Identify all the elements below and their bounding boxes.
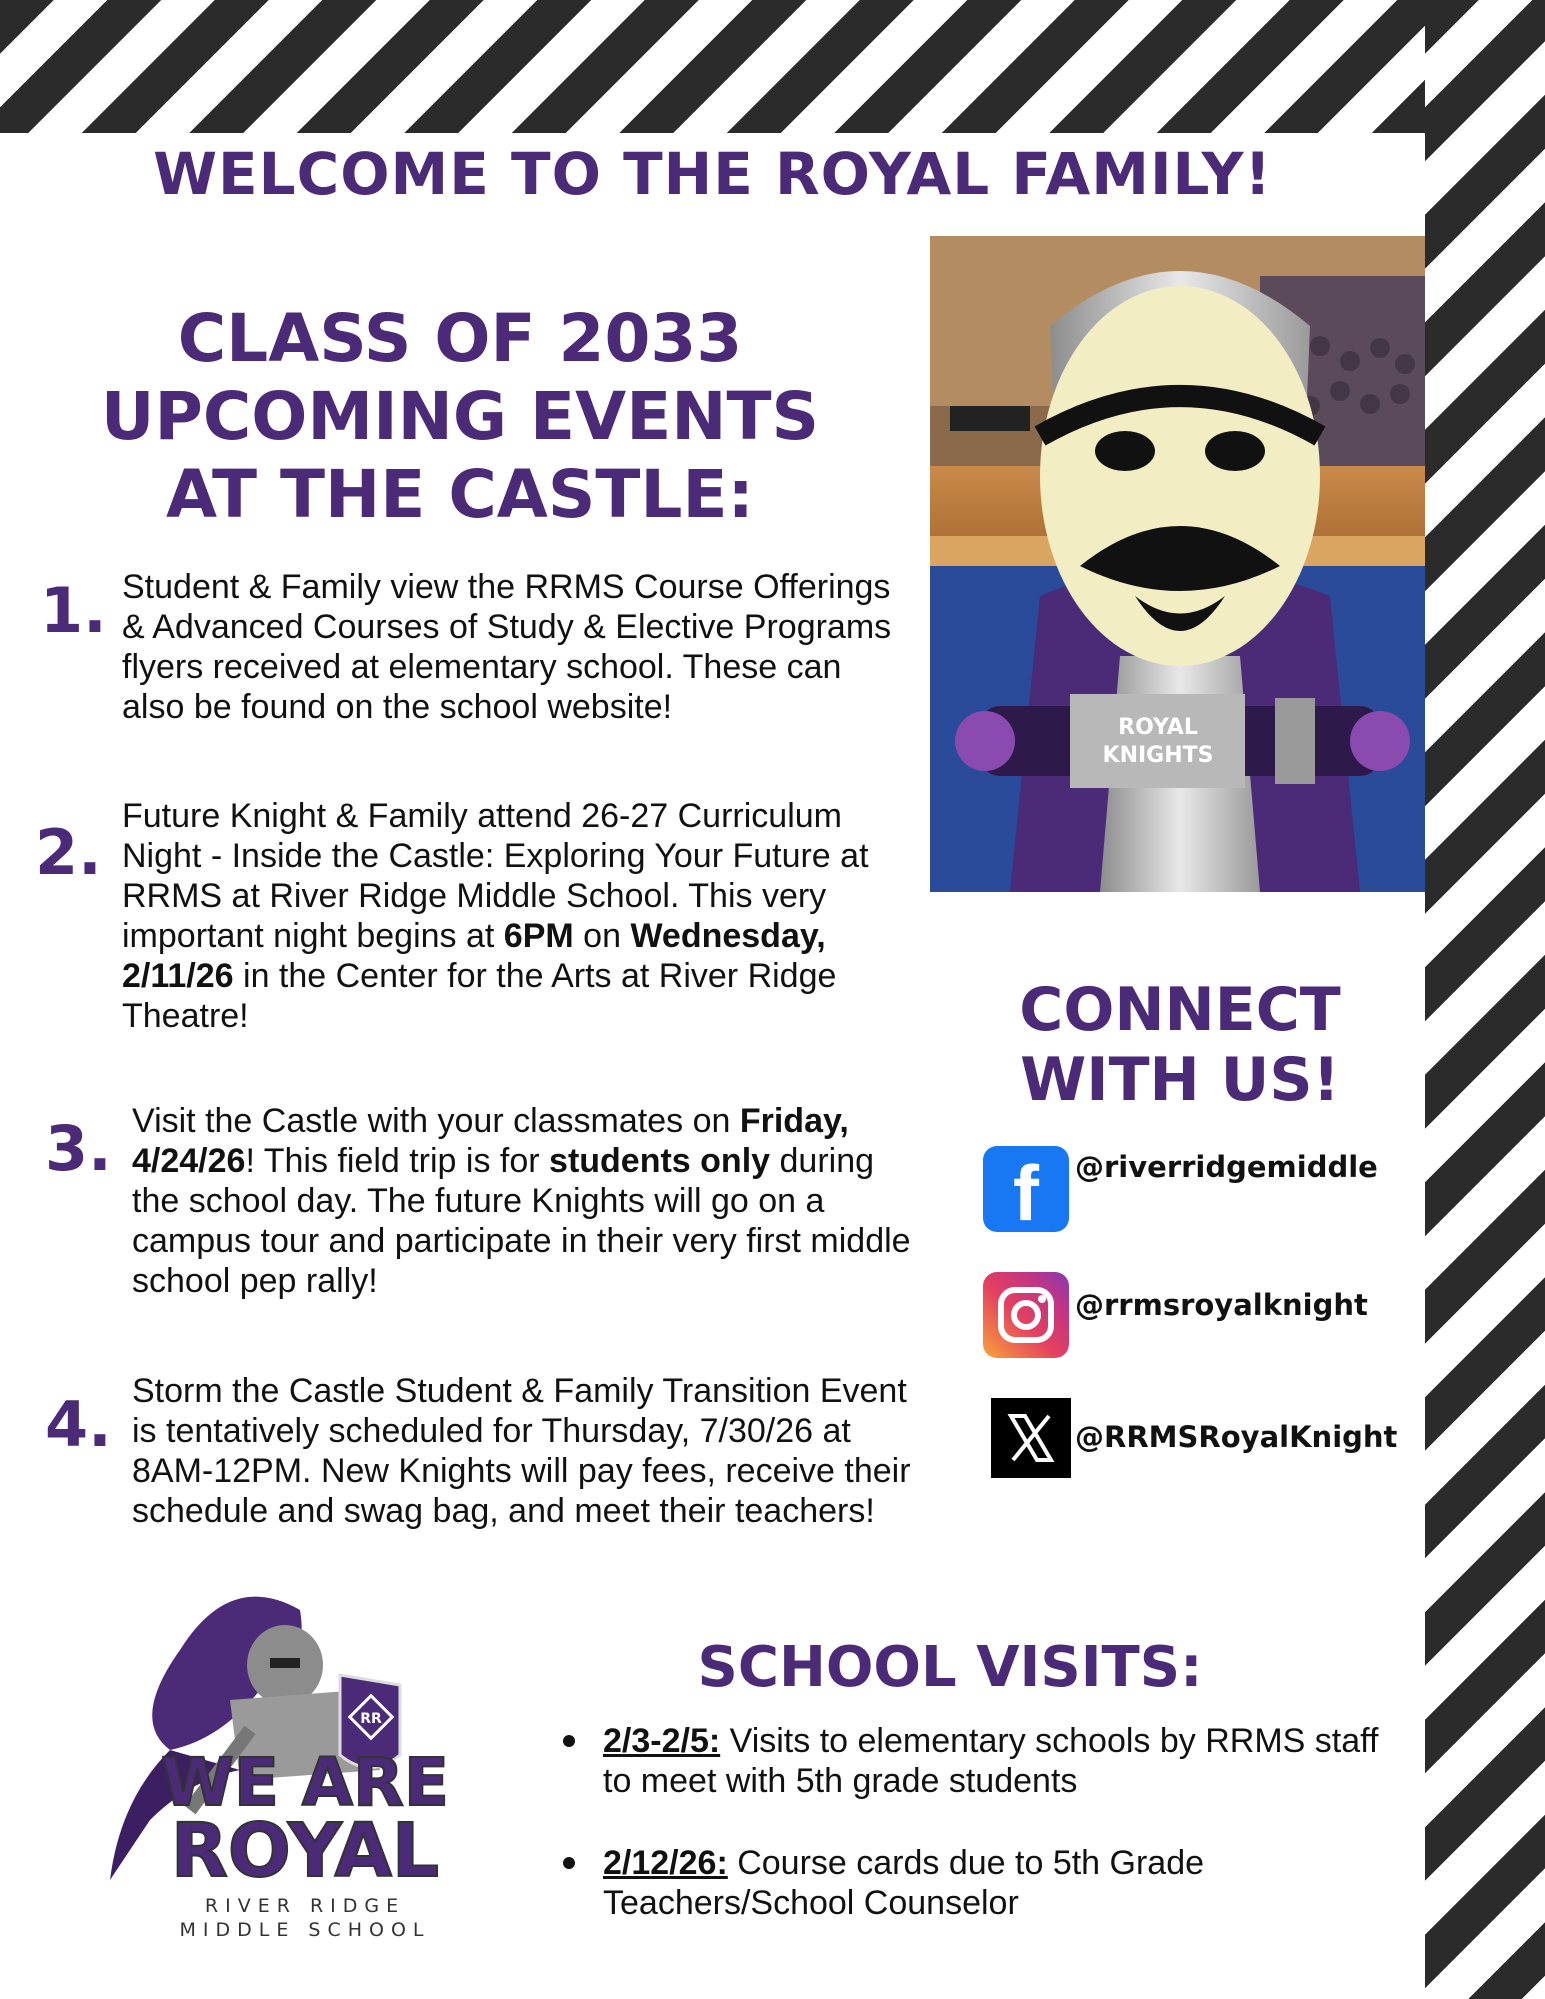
mascot-illustration (930, 236, 1425, 892)
visit-item (603, 1843, 1403, 1923)
event-text-emphasis: Friday, 4/24/26 (132, 1102, 849, 1180)
connect-heading-line: WITH US! (1020, 1045, 1340, 1115)
logo-line-royal: ROYAL (170, 1808, 440, 1894)
top-stripe-border (0, 0, 1545, 133)
event-text-segment: during the school day. The future Knights will go on a campus tour and participate in their very first middle school pep rally! (132, 1142, 911, 1300)
facebook-icon[interactable] (983, 1146, 1069, 1232)
logo-line-middle-school: MIDDLE SCHOOL (179, 1919, 431, 1941)
banner-text-line1: ROYAL (1118, 715, 1198, 740)
events-title-line: AT THE CASTLE: (166, 456, 754, 533)
we-are-royal-logo (110, 1580, 500, 1950)
event-text-segment: Student & Family view the RRMS Course Offerings & Advanced Courses of Study & Elective Programs flyers received at elementary school. These can also be found on the school website! (122, 568, 892, 726)
mascot-photo (930, 236, 1425, 892)
event-text (132, 1371, 912, 1531)
visit-date: 2/3-2/5: (603, 1722, 721, 1760)
visit-date: 2/12/26: (603, 1844, 728, 1882)
logo-line-we-are: WE ARE (161, 1744, 449, 1821)
event-text (122, 567, 902, 727)
banner-text-line2: KNIGHTS (1102, 743, 1214, 768)
event-text-emphasis: students only (549, 1142, 771, 1180)
bullet-icon (563, 1735, 575, 1747)
event-text (132, 1101, 912, 1301)
x-handle[interactable]: @RRMSRoyalKnight (1075, 1420, 1398, 1454)
social-x[interactable] (983, 1398, 1423, 1484)
social-facebook[interactable] (983, 1146, 1423, 1232)
event-text-segment: Visit the Castle with your classmates on (132, 1102, 740, 1140)
event-text-segment: in the Center for the Arts at River Ridge Theatre! (122, 957, 837, 1035)
event-text (122, 796, 912, 1036)
event-number: 3. (45, 1112, 112, 1185)
event-number: 2. (35, 816, 102, 889)
connect-heading (960, 975, 1400, 1115)
right-stripe-border (1425, 0, 1545, 1999)
event-text-segment: Future Knight & Family attend 26-27 Curriculum Night - Inside the Castle: Exploring Your Future at RRMS at River Ridge Middle School. This very important night begins at (122, 797, 869, 955)
bullet-icon (563, 1857, 575, 1869)
events-title (30, 300, 890, 534)
school-visits-heading: SCHOOL VISITS: (697, 1635, 1203, 1700)
events-title-line: CLASS OF 2033 (177, 300, 743, 377)
connect-heading-line: CONNECT (1019, 975, 1341, 1045)
logo-line-river-ridge: RIVER RIDGE (204, 1895, 406, 1917)
facebook-handle[interactable]: @riverridgemiddle (1075, 1150, 1378, 1184)
events-title-line: UPCOMING EVENTS (100, 378, 820, 455)
visit-item (603, 1721, 1403, 1801)
social-instagram[interactable] (983, 1272, 1423, 1358)
event-text-emphasis: 6PM (503, 917, 574, 955)
instagram-handle[interactable]: @rrmsroyalknight (1075, 1288, 1368, 1322)
event-number: 1. (40, 574, 107, 647)
event-number: 4. (45, 1388, 112, 1461)
svg-text:f: f (1013, 1149, 1039, 1232)
event-text-segment: Storm the Castle Student & Family Transition Event is tentatively scheduled for Thursday, 7/30/26 at 8AM-12PM. New Knights will pay fees, receive their schedule and swag bag, and meet their teachers! (132, 1372, 911, 1530)
welcome-heading: WELCOME TO THE ROYAL FAMILY! (153, 140, 1272, 208)
instagram-icon[interactable] (983, 1272, 1069, 1358)
event-text-segment: ! This field trip is for (245, 1142, 550, 1180)
event-text-segment: on (573, 917, 631, 955)
event-text-emphasis: Wednesday, 2/11/26 (122, 917, 826, 995)
visit-text: Visits to elementary schools by RRMS staff to meet with 5th grade students (603, 1722, 1379, 1800)
x-icon[interactable] (991, 1398, 1071, 1478)
logo-badge-text: RR (360, 1711, 382, 1727)
visit-text: Course cards due to 5th Grade Teachers/School Counselor (603, 1844, 1205, 1922)
